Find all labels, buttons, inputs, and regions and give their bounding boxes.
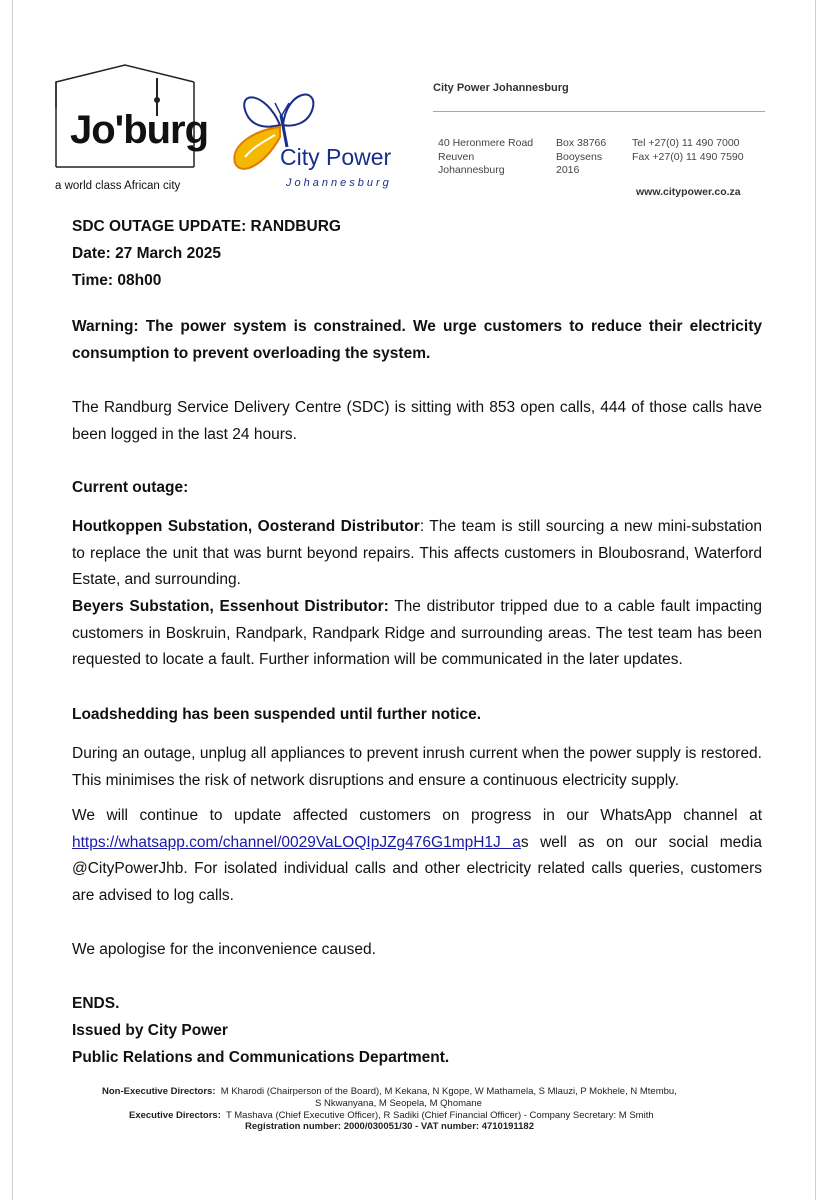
postal-line: 2016 <box>556 164 580 176</box>
website-link[interactable]: www.citypower.co.za <box>636 186 741 198</box>
outage-name: Houtkoppen Substation, Oosterand Distributor <box>72 518 420 535</box>
loadshedding-notice: Loadshedding has been suspended until further notice. <box>72 706 482 723</box>
intro-paragraph: The Randburg Service Delivery Centre (SDC) is sitting with 853 open calls, 444 of those calls have been logged in the last 24 hours. <box>72 399 762 443</box>
ned-label: Non-Executive Directors: <box>102 1086 216 1097</box>
whatsapp-rest: @CityPowerJhb. For isolated individual calls and other electricity related calls queries, customers are advised to log calls. <box>72 860 762 904</box>
phone-line: Tel +27(0) 11 490 7000 <box>632 137 740 149</box>
issued-by: Issued by City Power <box>72 1022 228 1039</box>
address-line: Reuven <box>438 150 475 163</box>
whatsapp-line1: We will continue to update affected customers on progress in our WhatsApp channel at <box>72 807 762 824</box>
document-date: Date: 27 March 2025 <box>72 245 222 262</box>
executive-directors <box>129 1110 654 1121</box>
joburg-tagline: a world class African city <box>55 180 181 192</box>
ned-names-cont: S Nkwanyana, M Seopela, M Qhomane <box>315 1098 482 1109</box>
address-block <box>438 137 533 178</box>
ed-label: Executive Directors: <box>129 1110 221 1121</box>
non-executive-directors <box>102 1086 677 1097</box>
document-time: Time: 08h00 <box>72 272 162 289</box>
advice-paragraph: During an outage, unplug all appliances to prevent inrush current when the power supply is restored. This minimises the risk of network disruptions and ensure a continuous electricity supply. <box>72 745 762 789</box>
phone-block <box>632 137 744 164</box>
outage-description: The distributor tripped due to a cable fault impacting customers in Boskruin, Randpark, Randpark Ridge and surrounding areas. The test team has been requested to locate a fault. Further information will be communicated in the later updates. <box>72 598 762 668</box>
outage-name: Beyers Substation, Essenhout Distributor: <box>72 598 389 615</box>
document-heading: SDC OUTAGE UPDATE: RANDBURG <box>72 218 341 235</box>
outage-item-houtkoppen <box>72 514 762 594</box>
postal-line: Booysens <box>556 150 603 163</box>
address-line: Johannesburg <box>438 164 505 176</box>
joburg-wordmark: Jo'burg <box>70 108 209 152</box>
ends-marker: ENDS. <box>72 995 120 1012</box>
registration-info: Registration number: 2000/030051/30 - VAT number: 4710191182 <box>245 1121 535 1132</box>
header-divider <box>433 111 765 112</box>
outage-item-beyers <box>72 594 762 674</box>
address-line: 40 Heronmere Road <box>438 137 534 149</box>
fax-line: Fax +27(0) 11 490 7590 <box>632 150 744 163</box>
current-outage-heading: Current outage: <box>72 479 189 496</box>
department-name: Public Relations and Communications Department. <box>72 1049 450 1066</box>
apology-text: We apologise for the inconvenience caused. <box>72 941 376 958</box>
whatsapp-channel-link[interactable]: https://whatsapp.com/channel/0029VaLOQIpJZg476G1mpH1J a <box>72 834 521 851</box>
postal-line: Box 38766 <box>556 137 607 149</box>
city-power-wordmark: City Power <box>280 144 392 170</box>
city-power-subtitle: Johannesburg <box>286 177 392 189</box>
warning-paragraph: Warning: The power system is constrained. We urge customers to reduce their electricity consumption to prevent overloading the system. <box>72 318 762 362</box>
ed-names: T Mashava (Chief Executive Officer), R Sadiki (Chief Financial Officer) - Company Secretary: M Smith <box>225 1110 654 1121</box>
outage-description: : The team is still sourcing a new mini-substation to replace the unit that was burnt beyond repairs. This affects customers in Bloubosrand, Waterford Estate, and surrounding. <box>72 518 762 588</box>
postal-block <box>556 137 606 178</box>
org-title: City Power Johannesburg <box>433 82 569 94</box>
whatsapp-line2 <box>72 830 762 857</box>
whatsapp-after-link: s well as on our social media <box>520 834 762 851</box>
ned-names: M Kharodi (Chairperson of the Board), M Kekana, N Kgope, W Mathamela, S Mlauzi, P Mokhele, N Mtembu, <box>220 1086 677 1097</box>
